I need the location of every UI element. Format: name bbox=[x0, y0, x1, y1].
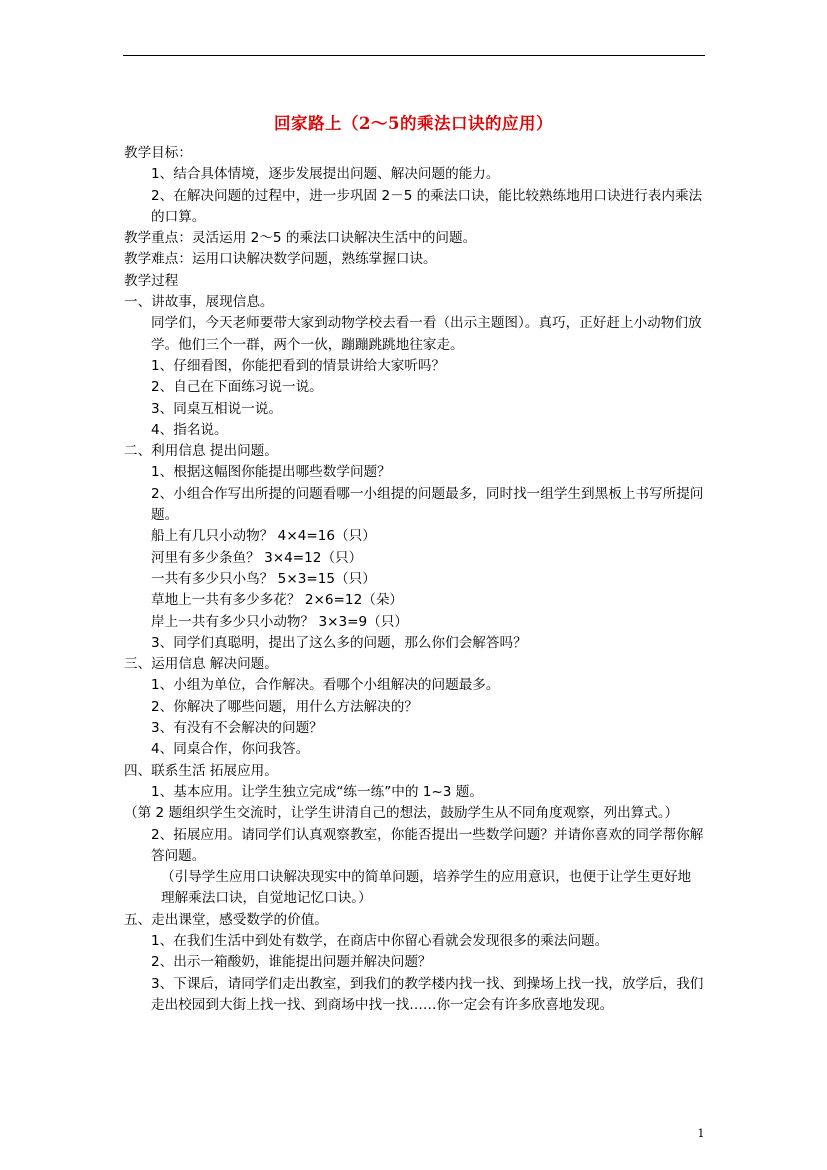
paragraph-line: 船上有几只小动物？ 4×4=16（只） bbox=[151, 528, 376, 545]
paragraph-line: 3、有没有不会解决的问题？ bbox=[151, 720, 323, 737]
document-body bbox=[124, 143, 704, 1016]
paragraph-line: 1、在我们生活中到处有数学，在商店中你留心看就会发现很多的乘法问题。 bbox=[151, 932, 609, 949]
paragraph-line: 草地上一共有多少多花？ 2×6=12（朵） bbox=[151, 592, 404, 609]
paragraph-line: 二、利用信息 提出问题。 bbox=[124, 443, 278, 460]
paragraph-line: 教学目标： bbox=[124, 145, 192, 161]
paragraph-line: 三、运用信息 解决问题。 bbox=[124, 656, 278, 673]
paragraph-line: 1、根据这幅图你能提出哪些数学问题？ bbox=[151, 464, 391, 481]
paragraph-line: 2、出示一箱酸奶，谁能提出问题并解决问题？ bbox=[151, 954, 432, 971]
paragraph-line: 2、你解决了哪些问题，用什么方法解决的？ bbox=[151, 698, 418, 715]
paragraph-line: 同学们，今天老师要带大家到动物学校去看一看（出示主题图）。真巧，正好赶上小动物们放学。他们三个一群，两个一伙，蹦蹦跳跳地往家走。 bbox=[151, 315, 702, 353]
paragraph-line: 2、自己在下面练习说一说。 bbox=[151, 379, 323, 396]
paragraph-line: 3、同桌互相说一说。 bbox=[151, 400, 282, 417]
paragraph-line: 岸上一共有多少只小动物？ 3×3=9（只） bbox=[151, 613, 408, 630]
paragraph-line: 一共有多少只小鸟？ 5×3=15（只） bbox=[151, 570, 376, 587]
paragraph-line: 河里有多少条鱼？ 3×4=12（只） bbox=[151, 549, 363, 566]
paragraph-line: 1、仔细看图，你能把看到的情景讲给大家听吗？ bbox=[151, 357, 446, 374]
paragraph-line: 4、同桌合作，你问我答。 bbox=[151, 741, 310, 758]
paragraph-line: 3、同学们真聪明，提出了这么多的问题，那么你们会解答吗？ bbox=[151, 634, 527, 651]
paragraph-line: 五、走出课堂，感受数学的价值。 bbox=[124, 911, 328, 928]
header-rule bbox=[123, 55, 705, 56]
paragraph-line: 一、讲故事，展现信息。 bbox=[124, 294, 274, 311]
paragraph-line: （引导学生应用口诀解决现实中的简单问题，培养学生的应用意识，也便于让学生更好地理解乘法口诀，自觉地记忆口诀。） bbox=[161, 869, 692, 907]
paragraph-line: 教学难点：运用口诀解决数学问题，熟练掌握口诀。 bbox=[124, 251, 437, 268]
paragraph-line: （第 2 题组织学生交流时，让学生讲清自己的想法，鼓励学生从不同角度观察，列出算式。） bbox=[124, 805, 679, 822]
paragraph-line: 1、基本应用。让学生独立完成“练一练”中的 1~3 题。 bbox=[151, 783, 483, 800]
paragraph-line: 四、联系生活 拓展应用。 bbox=[124, 762, 278, 779]
document-title: 回家路上（2～5的乘法口诀的应用） bbox=[274, 114, 553, 133]
paragraph-line: 4、指名说。 bbox=[151, 421, 228, 438]
paragraph-line: 1、结合具体情境，逐步发展提出问题、解决问题的能力。 bbox=[151, 166, 500, 183]
paragraph-line: 3、下课后，请同学们走出教室，到我们的教学楼内找一找、到操场上找一找，放学后，我们走出校园到大街上找一找、到商场中找一找……你一定会有许多欣喜地发现。 bbox=[151, 975, 704, 1013]
paragraph-line: 教学过程 bbox=[124, 272, 179, 289]
paragraph-line: 教学重点：灵活运用 2～5 的乘法口诀解决生活中的问题。 bbox=[124, 230, 477, 247]
page-number: 1 bbox=[697, 1127, 705, 1140]
paragraph-line: 2、拓展应用。请同学们认真观察教室，你能否提出一些数学问题？并请你喜欢的同学帮你解答问题。 bbox=[151, 826, 704, 864]
paragraph-line: 2、在解决问题的过程中，进一步巩固 2－5 的乘法口诀，能比较熟练地用口诀进行表内乘法的口算。 bbox=[151, 187, 703, 225]
paragraph-line: 1、小组为单位，合作解决。看哪个小组解决的问题最多。 bbox=[151, 677, 500, 694]
paragraph-line: 2、小组合作写出所提的问题看哪一小组提的问题最多，同时找一组学生到黑板上书写所提问题。 bbox=[151, 485, 704, 524]
